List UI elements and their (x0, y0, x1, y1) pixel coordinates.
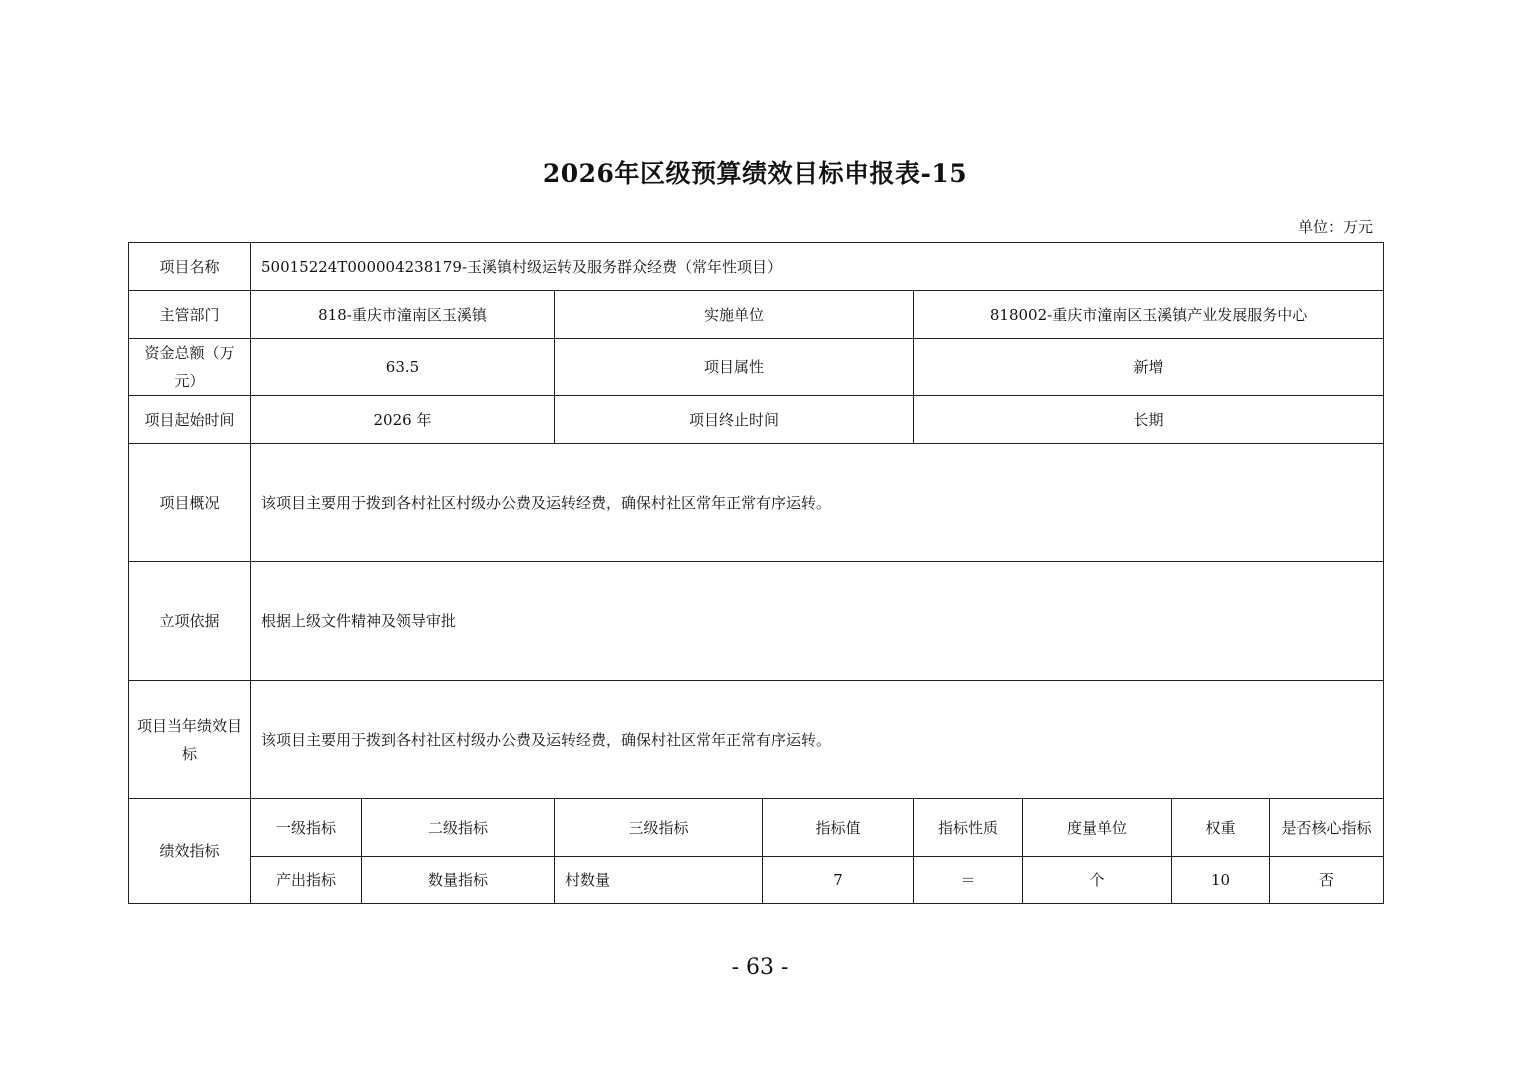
cell-nature: ＝ (914, 857, 1023, 904)
end-time-value: 长期 (914, 396, 1384, 444)
annual-goal-label: 项目当年绩效目标 (129, 681, 251, 799)
implementer-label: 实施单位 (555, 291, 914, 339)
start-time-label: 项目起始时间 (129, 396, 251, 444)
end-time-label: 项目终止时间 (555, 396, 914, 444)
project-attribute-value: 新增 (914, 339, 1384, 396)
cell-level3: 村数量 (555, 857, 763, 904)
overview-value: 该项目主要用于拨到各村社区村级办公费及运转经费，确保村社区常年正常有序运转。 (251, 444, 1384, 562)
row-department (129, 291, 1384, 339)
cell-weight: 10 (1172, 857, 1270, 904)
basis-label: 立项依据 (129, 562, 251, 681)
header-weight: 权重 (1172, 799, 1270, 857)
header-level2: 二级指标 (362, 799, 555, 857)
project-name-value: 50015224T000004238179-玉溪镇村级运转及服务群众经费（常年性项目） (251, 243, 1384, 291)
budget-form-table (128, 242, 1384, 904)
project-attribute-label: 项目属性 (555, 339, 914, 396)
cell-value: 7 (763, 857, 914, 904)
header-value: 指标值 (763, 799, 914, 857)
row-overview (129, 444, 1384, 562)
row-period (129, 396, 1384, 444)
overview-label: 项目概况 (129, 444, 251, 562)
cell-level1: 产出指标 (251, 857, 362, 904)
row-annual-goal (129, 681, 1384, 799)
row-fund (129, 339, 1384, 396)
page-number: - 63 - (731, 955, 789, 980)
annual-goal-value: 该项目主要用于拨到各村社区村级办公费及运转经费，确保村社区常年正常有序运转。 (251, 681, 1384, 799)
cell-level2: 数量指标 (362, 857, 555, 904)
implementer-value: 818002-重庆市潼南区玉溪镇产业发展服务中心 (914, 291, 1384, 339)
department-value: 818-重庆市潼南区玉溪镇 (251, 291, 555, 339)
indicators-label: 绩效指标 (129, 799, 251, 904)
header-unit: 度量单位 (1023, 799, 1172, 857)
unit-label: 单位：万元 (1297, 218, 1373, 236)
header-level1: 一级指标 (251, 799, 362, 857)
header-level3: 三级指标 (555, 799, 763, 857)
basis-value: 根据上级文件精神及领导审批 (251, 562, 1384, 681)
header-core: 是否核心指标 (1270, 799, 1384, 857)
row-project-name (129, 243, 1384, 291)
department-label: 主管部门 (129, 291, 251, 339)
project-name-label: 项目名称 (129, 243, 251, 291)
page-title: 2026年区级预算绩效目标申报表-15 (542, 159, 968, 188)
header-nature: 指标性质 (914, 799, 1023, 857)
table-row (129, 857, 1384, 904)
indicator-header-row (129, 799, 1384, 857)
cell-core: 否 (1270, 857, 1384, 904)
cell-unit: 个 (1023, 857, 1172, 904)
fund-total-value: 63.5 (251, 339, 555, 396)
fund-total-label: 资金总额（万元） (129, 339, 251, 396)
start-time-value: 2026 年 (251, 396, 555, 444)
row-basis (129, 562, 1384, 681)
